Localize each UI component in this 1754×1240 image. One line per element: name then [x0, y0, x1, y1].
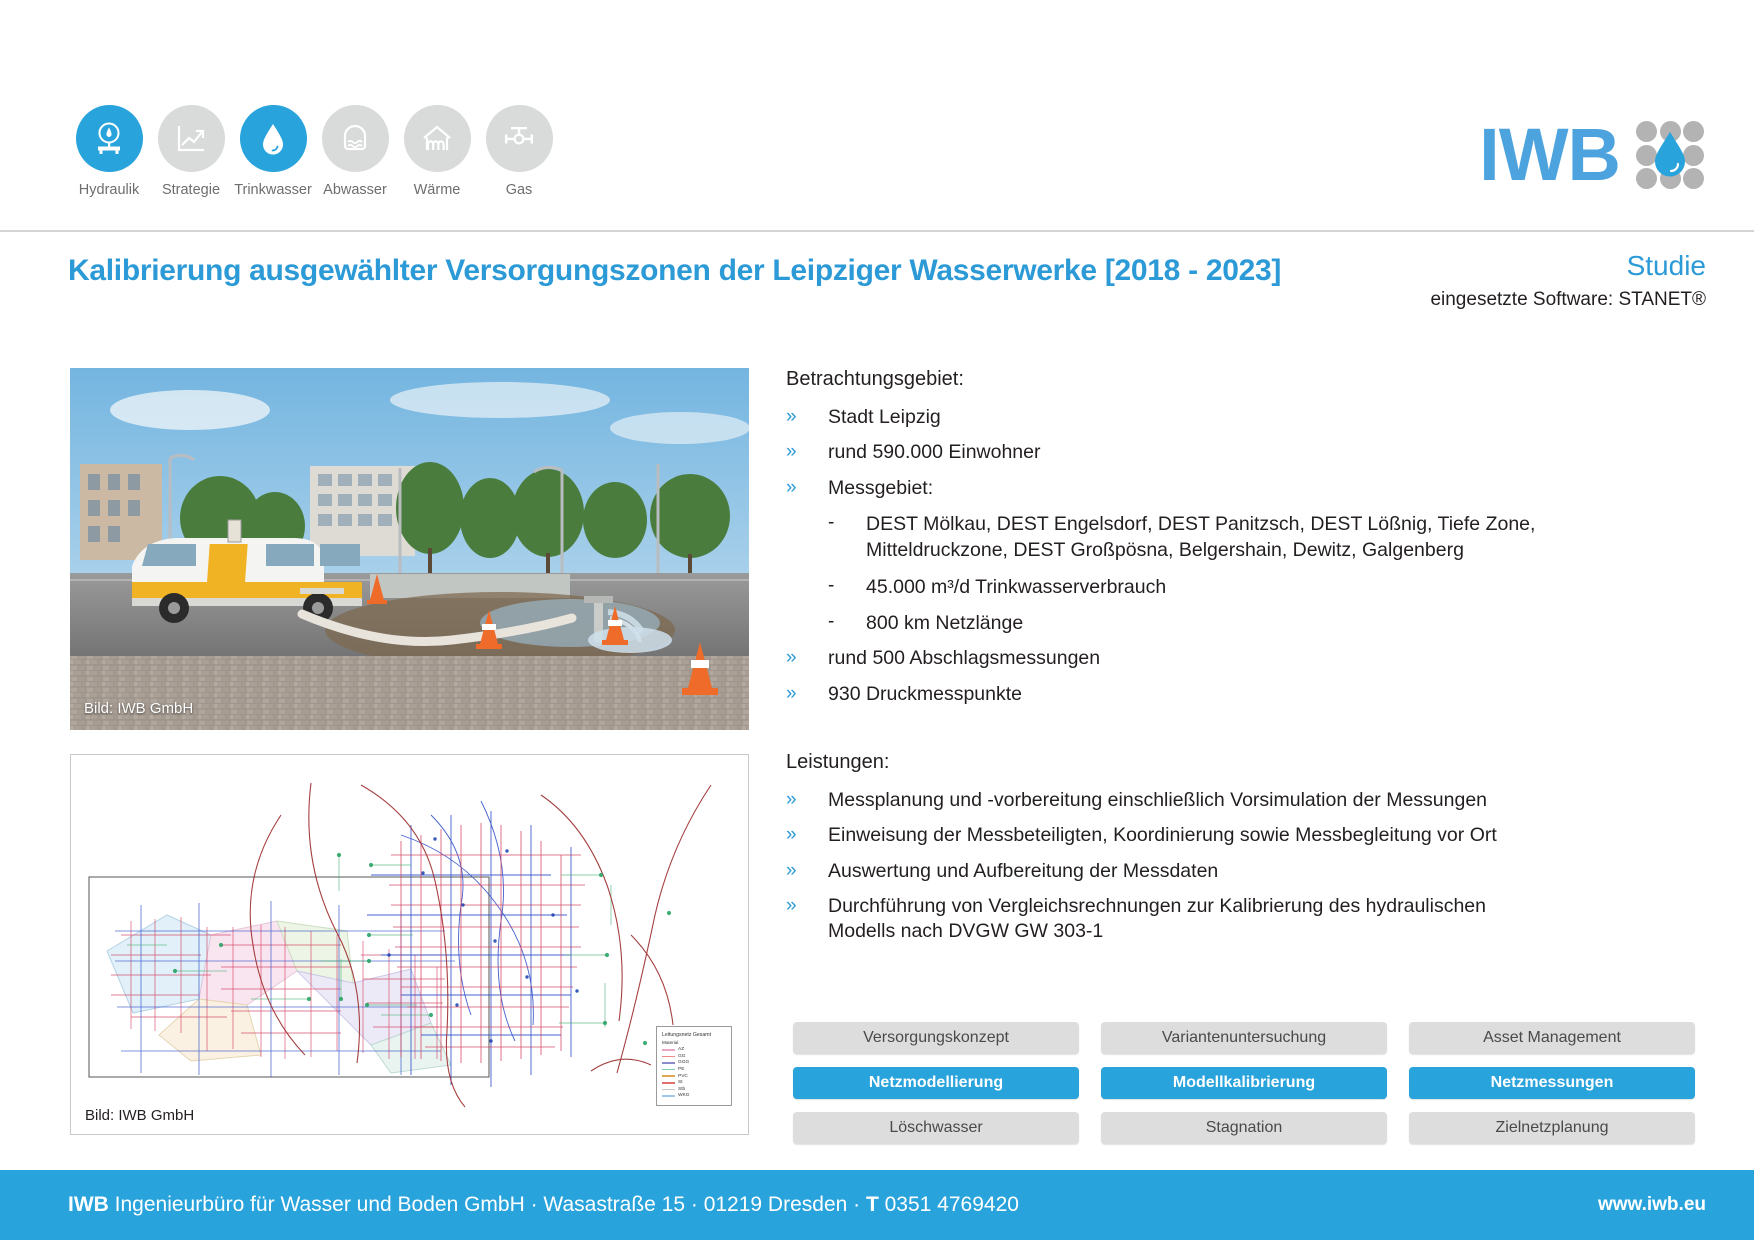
- nav-item-trinkwasser[interactable]: [232, 105, 314, 198]
- chevron-icon: »: [786, 682, 797, 704]
- nav-item-gas[interactable]: [478, 105, 560, 198]
- legend-entry-label: PVC: [678, 1073, 688, 1079]
- legend-entry-label: GG: [678, 1053, 686, 1059]
- map-legend: [656, 1026, 732, 1106]
- service-tag-label: Netzmodellierung: [868, 1074, 1004, 1091]
- legend-entry: [662, 1074, 727, 1079]
- network-map: [70, 754, 749, 1135]
- service-tag-button[interactable]: [1101, 1112, 1387, 1144]
- page-header: [0, 0, 1754, 232]
- service-tag-button[interactable]: [1101, 1022, 1387, 1054]
- chevron-icon: »: [786, 895, 797, 916]
- footer-company-abbrev: IWB: [68, 1193, 109, 1216]
- footer-phone-number: 0351 4769420: [878, 1193, 1019, 1216]
- service-tag-button[interactable]: [793, 1067, 1079, 1099]
- sector-icon-nav: [68, 105, 560, 198]
- area-heading: Betrachtungsgebiet:: [786, 368, 964, 390]
- gauge-valve-icon: [76, 105, 143, 172]
- list-item-label: Messplanung und -vorbereitung einschließlich Vorsimulation der Messungen: [828, 788, 1488, 811]
- legend-entry-label: WKG: [678, 1093, 690, 1099]
- service-tag-grid: [793, 1022, 1695, 1144]
- legend-entry-label: GGG: [678, 1060, 690, 1066]
- nav-label-trinkwasser: Trinkwasser: [234, 182, 312, 198]
- legend-entry: [662, 1060, 727, 1065]
- section-spacer: [786, 717, 1686, 751]
- logo-droplet-grid-icon: [1634, 119, 1706, 191]
- legend-entry: [662, 1067, 727, 1072]
- nav-item-strategie[interactable]: [150, 105, 232, 198]
- nav-item-waerme[interactable]: [396, 105, 478, 198]
- list-item-label: 930 Druckmesspunkte: [828, 682, 1023, 705]
- chevron-icon: »: [786, 476, 797, 498]
- service-tag-label: Netzmessungen: [1490, 1074, 1614, 1091]
- nav-label-abwasser: Abwasser: [323, 182, 387, 198]
- chevron-icon: »: [786, 824, 797, 846]
- legend-color-swatch: [662, 1062, 675, 1064]
- services-heading: Leistungen:: [786, 750, 890, 773]
- iwb-logo: [1479, 113, 1706, 196]
- service-tag-button[interactable]: [1409, 1067, 1695, 1099]
- water-drop-icon: [240, 105, 307, 172]
- legend-color-swatch: [662, 1082, 675, 1084]
- map-caption: Bild: IWB GmbH: [85, 1107, 195, 1124]
- service-tag-label: Löschwasser: [889, 1119, 983, 1136]
- sewer-wave-icon: [322, 105, 389, 172]
- page-title: Kalibrierung ausgewählter Versorgungszonen der Leipziger Wasserwerke [2018 - 2023]: [68, 254, 1282, 287]
- list-item: [786, 788, 1686, 813]
- sub-list-item: [828, 610, 1686, 636]
- list-item-label: Messgebiet:: [828, 476, 934, 499]
- service-tag-button[interactable]: [1409, 1022, 1695, 1054]
- footer-company-line: [68, 1193, 1019, 1217]
- chevron-icon: »: [786, 788, 797, 810]
- content-column: [786, 368, 1686, 955]
- sub-list-item-label: 800 km Netzlänge: [866, 611, 1024, 634]
- legend-color-swatch: [662, 1069, 675, 1071]
- legend-entry-label: PE: [678, 1067, 685, 1073]
- list-item-label: rund 590.000 Einwohner: [828, 441, 1041, 464]
- dash-icon: -: [828, 610, 835, 632]
- service-tag-button[interactable]: [793, 1112, 1079, 1144]
- nav-label-gas: Gas: [505, 182, 533, 198]
- legend-subtitle: Material: [662, 1040, 679, 1046]
- sub-list-item-label: 45.000 m³/d Trinkwasserverbrauch: [866, 575, 1167, 598]
- nav-label-strategie: Strategie: [161, 182, 221, 198]
- list-item-label: Auswertung und Aufbereitung der Messdaten: [828, 859, 1219, 882]
- service-tag-label: Zielnetzplanung: [1495, 1119, 1609, 1136]
- legend-entry-label: St: [678, 1080, 683, 1086]
- legend-color-swatch: [662, 1089, 675, 1091]
- service-tag-label: Modellkalibrierung: [1172, 1074, 1316, 1091]
- legend-color-swatch: [662, 1056, 675, 1058]
- document-kind-label: Studie: [1626, 250, 1706, 281]
- list-item: [786, 859, 1686, 884]
- photo-caption: Bild: IWB GmbH: [84, 700, 194, 717]
- list-item-label: Stadt Leipzig: [828, 406, 941, 428]
- legend-color-swatch: [662, 1075, 675, 1077]
- service-tag-button[interactable]: [1101, 1067, 1387, 1099]
- chevron-icon: »: [786, 441, 797, 463]
- list-item-label: Durchführung von Vergleichsrechnungen zur Kalibrierung des hydraulischen Modells nach DVGW GW 303-1: [828, 895, 1486, 943]
- dash-icon: -: [828, 512, 835, 534]
- list-item: [786, 894, 1686, 945]
- footer-company-rest: Ingenieurbüro für Wasser und Boden GmbH · Wasastraße 15 · 01219 Dresden ·: [108, 1193, 866, 1216]
- legend-entry: [662, 1047, 727, 1052]
- legend-color-swatch: [662, 1049, 675, 1051]
- service-tag-label: Stagnation: [1205, 1119, 1283, 1136]
- map-illustration: [71, 755, 748, 1134]
- legend-entry: [662, 1087, 727, 1092]
- service-tag-label: Variantenuntersuchung: [1161, 1029, 1327, 1046]
- page-footer: [0, 1170, 1754, 1240]
- software-label: eingesetzte Software: STANET®: [1430, 289, 1706, 310]
- title-bar: [0, 232, 1754, 332]
- chevron-icon: »: [786, 406, 797, 427]
- list-item: [786, 646, 1686, 671]
- dash-icon: -: [828, 574, 835, 596]
- chevron-icon: »: [786, 647, 797, 669]
- legend-entry-label: AZ: [678, 1047, 685, 1053]
- list-item: [786, 405, 1686, 430]
- service-tag-label: Asset Management: [1483, 1029, 1621, 1046]
- legend-title: Leitungsnetz Gesamt: [662, 1032, 712, 1039]
- list-item-label: Einweisung der Messbeteiligten, Koordinierung sowie Messbegleitung vor Ort: [828, 824, 1497, 847]
- nav-label-waerme: Wärme: [413, 182, 461, 198]
- nav-item-hydraulik[interactable]: [68, 105, 150, 198]
- footer-website[interactable]: www.iwb.eu: [1597, 1194, 1706, 1215]
- list-item-label: rund 500 Abschlagsmessungen: [828, 647, 1101, 670]
- house-heat-icon: [404, 105, 471, 172]
- list-item: [786, 476, 1686, 501]
- footer-phone-prefix: T: [865, 1193, 879, 1216]
- field-photo: [70, 368, 749, 730]
- list-item: [786, 440, 1686, 465]
- legend-entry: [662, 1054, 727, 1059]
- legend-entry-label: Stb: [678, 1086, 686, 1092]
- trend-chart-icon: [158, 105, 225, 172]
- list-item: [786, 682, 1686, 707]
- photo-illustration: [70, 368, 749, 730]
- gas-valve-icon: [486, 105, 553, 172]
- legend-color-swatch: [662, 1095, 675, 1097]
- legend-entries: [662, 1047, 727, 1098]
- sub-list-item-label: DEST Mölkau, DEST Engelsdorf, DEST Panitzsch, DEST Lößnig, Tiefe Zone, Mitteldruckzone, DEST Großpösna, Belgershain, Dewitz, Galgenberg: [866, 513, 1536, 562]
- service-tag-label: Versorgungskonzept: [863, 1029, 1009, 1046]
- nav-label-hydraulik: Hydraulik: [78, 182, 140, 198]
- chevron-icon: »: [786, 859, 797, 881]
- legend-entry: [662, 1093, 727, 1098]
- list-item: [786, 823, 1686, 848]
- service-tag-button[interactable]: [793, 1022, 1079, 1054]
- logo-wordmark: IWB: [1479, 113, 1620, 196]
- service-tag-button[interactable]: [1409, 1112, 1695, 1144]
- nav-item-abwasser[interactable]: [314, 105, 396, 198]
- legend-entry: [662, 1080, 727, 1085]
- sub-list-item: [828, 511, 1686, 564]
- sub-list-item: [828, 574, 1686, 600]
